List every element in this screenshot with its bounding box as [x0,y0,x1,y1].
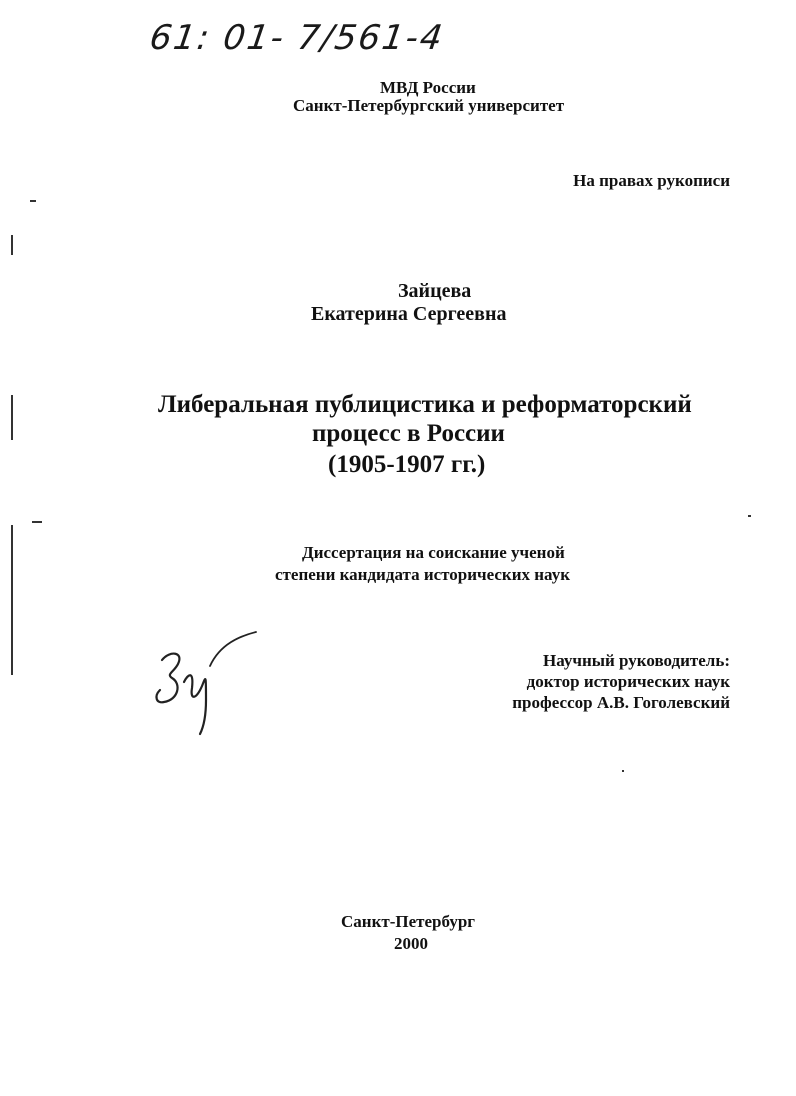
supervisor-name: профессор А.В. Гоголевский [512,693,730,712]
ministry-name: МВД России [380,78,476,97]
scan-mark [11,235,13,255]
archive-code: 61: 01- 7/561-4 [147,18,447,58]
degree-line-1: Диссертация на соискание ученой [302,543,565,562]
title-line-1: Либеральная публицистика и реформаторский [158,391,692,418]
footer-city: Санкт-Петербург [341,912,476,931]
supervisor-degree: доктор исторических наук [526,672,730,691]
scan-mark [11,525,13,675]
degree-line-2: степени кандидата исторических наук [275,565,570,584]
scan-mark [11,395,13,440]
rights-note: На правах рукописи [573,171,730,190]
scan-mark [622,770,624,772]
author-given-names: Екатерина Сергеевна [311,303,507,325]
signature-icon [148,630,278,740]
footer-year: 2000 [394,934,428,953]
university-name: Санкт-Петербургский университет [293,96,565,115]
scan-mark [30,200,36,202]
author-surname: Зайцева [398,280,472,302]
title-line-2: процесс в России [312,420,505,447]
supervisor-label: Научный руководитель: [543,651,730,670]
scan-mark [32,521,42,523]
title-line-3: (1905-1907 гг.) [328,451,486,478]
scan-mark [748,515,751,517]
